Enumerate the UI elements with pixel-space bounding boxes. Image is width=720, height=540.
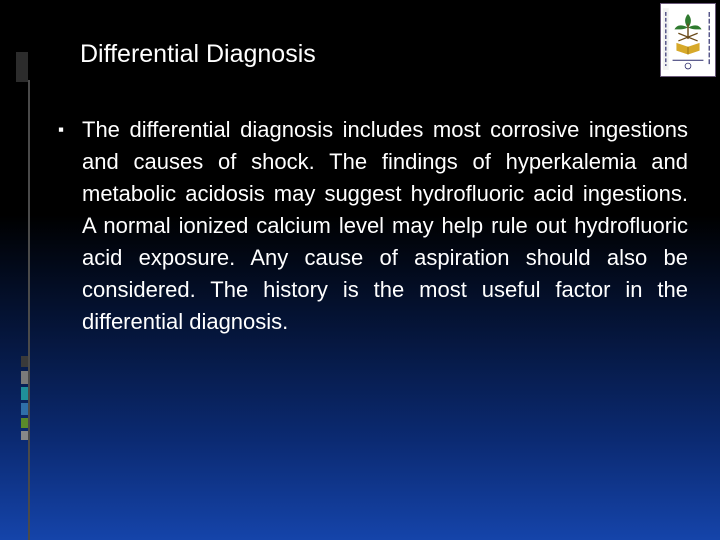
decorative-bar [21,387,28,400]
square-bullet-icon: ▪ [58,120,65,139]
decorative-bar [21,403,28,415]
slide-content [58,114,688,338]
slide-title: Differential Diagnosis [80,40,316,68]
bullet-item [58,114,688,338]
university-seal-logo-icon [660,3,716,77]
decorative-bar [21,418,28,428]
decorative-bar [21,371,28,384]
bullet-text: The differential diagnosis includes most corrosive ingestions and causes of shock. The findings of hyperkalemia and metabolic acidosis may suggest hydrofluoric acid ingestions. A normal ionized calcium level may help rule out hydrofluoric acid exposure. Any cause of aspiration should also be considered. The history is the most useful factor in the differential diagnosis. [82,117,688,334]
decorative-bar [21,356,28,367]
decorative-block [16,52,28,82]
decorative-bar [21,431,28,440]
left-rule-line [28,80,30,540]
